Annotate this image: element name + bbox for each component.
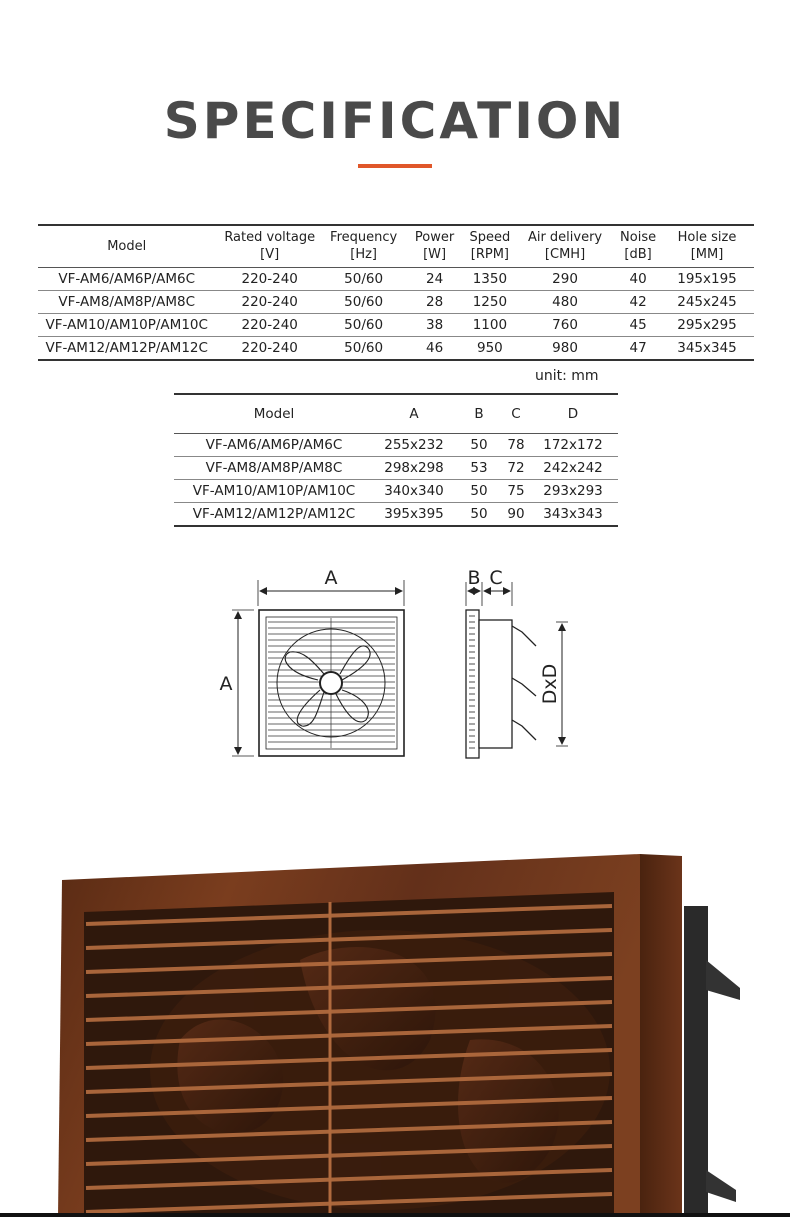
side-c-label: C (489, 567, 503, 589)
dims-cell-a: 255x232 (374, 434, 454, 457)
spec-cell-air-delivery: 760 (514, 314, 616, 337)
dims-cell-c: 78 (504, 434, 528, 457)
spec-cell-power: 46 (425, 340, 444, 356)
spec-cell-model: VF-AM8/AM8P/AM8C (38, 291, 215, 314)
front-height-label: A (219, 673, 233, 695)
spec-cell-voltage: 220-240 (215, 291, 324, 314)
spec-header-row (38, 225, 754, 268)
dims-cell-c: 75 (504, 480, 528, 503)
spec-cell-hole-size: 245x245 (660, 291, 754, 314)
table-row (38, 268, 754, 291)
spec-header-noise: Noise [dB] (616, 225, 660, 268)
front-width-label: A (324, 567, 338, 589)
spec-cell-hole-size: 345x345 (677, 340, 737, 356)
dims-cell-c: 90 (507, 506, 525, 522)
dims-header-row (174, 394, 618, 434)
dims-cell-c: 72 (504, 457, 528, 480)
product-photo (0, 840, 790, 1217)
spec-cell-model: VF-AM10/AM10P/AM10C (38, 314, 215, 337)
spec-cell-power: 28 (403, 291, 466, 314)
spec-header-frequency: Frequency [Hz] (324, 225, 403, 268)
title-accent-bar (358, 164, 432, 168)
spec-cell-speed: 1100 (466, 314, 514, 337)
spec-cell-frequency: 50/60 (324, 314, 403, 337)
spec-cell-voltage: 220-240 (215, 314, 324, 337)
spec-cell-hole-size: 295x295 (660, 314, 754, 337)
spec-cell-noise: 40 (616, 268, 660, 291)
spec-header-power: Power [W] (403, 225, 466, 268)
dims-cell-a: 298x298 (374, 457, 454, 480)
spec-cell-speed: 1250 (466, 291, 514, 314)
table-row (174, 434, 618, 457)
spec-header-voltage: Rated voltage [V] (215, 225, 324, 268)
dims-cell-b: 53 (454, 457, 504, 480)
spec-header-hole-size: Hole size [MM] (660, 225, 754, 268)
unit-note: unit: mm (535, 368, 599, 384)
spec-header-model: Model (38, 225, 215, 268)
side-b-label: B (467, 567, 481, 589)
dims-cell-a: 340x340 (374, 480, 454, 503)
spec-cell-air-delivery: 480 (514, 291, 616, 314)
dims-header-model: Model (174, 394, 374, 434)
dimension-diagram (210, 560, 590, 770)
spec-cell-model: VF-AM6/AM6P/AM6C (38, 268, 215, 291)
spec-cell-noise: 42 (616, 291, 660, 314)
spec-cell-model: VF-AM12/AM12P/AM12C (45, 340, 208, 356)
spec-cell-voltage: 220-240 (215, 268, 324, 291)
table-row (38, 337, 754, 361)
spec-cell-frequency: 50/60 (324, 268, 403, 291)
table-row (38, 291, 754, 314)
spec-cell-noise: 47 (629, 340, 647, 356)
spec-cell-power: 38 (403, 314, 466, 337)
spec-cell-hole-size: 195x195 (660, 268, 754, 291)
table-row (38, 314, 754, 337)
dims-header-c: C (504, 394, 528, 434)
spec-header-speed: Speed [RPM] (466, 225, 514, 268)
spec-cell-speed: 1350 (466, 268, 514, 291)
dims-cell-b: 50 (454, 434, 504, 457)
dims-cell-b: 50 (470, 506, 488, 522)
dims-cell-d: 242x242 (528, 457, 618, 480)
spec-cell-speed: 950 (477, 340, 503, 356)
page-title: SPECIFICATION (163, 92, 627, 150)
spec-cell-noise: 45 (616, 314, 660, 337)
spec-header-air-delivery: Air delivery [CMH] (514, 225, 616, 268)
spec-cell-frequency: 50/60 (344, 340, 384, 356)
spec-cell-frequency: 50/60 (324, 291, 403, 314)
spec-cell-voltage: 220-240 (241, 340, 298, 356)
dims-cell-b: 50 (454, 480, 504, 503)
dims-cell-model: VF-AM12/AM12P/AM12C (192, 506, 356, 522)
spec-cell-power: 24 (403, 268, 466, 291)
dims-cell-model: VF-AM10/AM10P/AM10C (174, 480, 374, 503)
dims-header-a: A (374, 394, 454, 434)
table-row (174, 457, 618, 480)
table-row (174, 503, 618, 527)
dims-cell-a: 395x395 (384, 506, 444, 522)
specification-table (38, 224, 754, 361)
dims-cell-model: VF-AM8/AM8P/AM8C (174, 457, 374, 480)
spec-cell-air-delivery: 290 (514, 268, 616, 291)
dimension-table (174, 393, 618, 527)
dims-cell-d: 343x343 (543, 506, 603, 522)
dims-header-b: B (454, 394, 504, 434)
dims-cell-model: VF-AM6/AM6P/AM6C (174, 434, 374, 457)
dims-cell-d: 293x293 (528, 480, 618, 503)
dims-header-d: D (528, 394, 618, 434)
side-d-label: DxD (539, 663, 561, 705)
dims-cell-d: 172x172 (528, 434, 618, 457)
spec-cell-air-delivery: 980 (552, 340, 578, 356)
side-view-drawing (466, 567, 568, 758)
front-view-drawing (220, 567, 405, 756)
table-row (174, 480, 618, 503)
